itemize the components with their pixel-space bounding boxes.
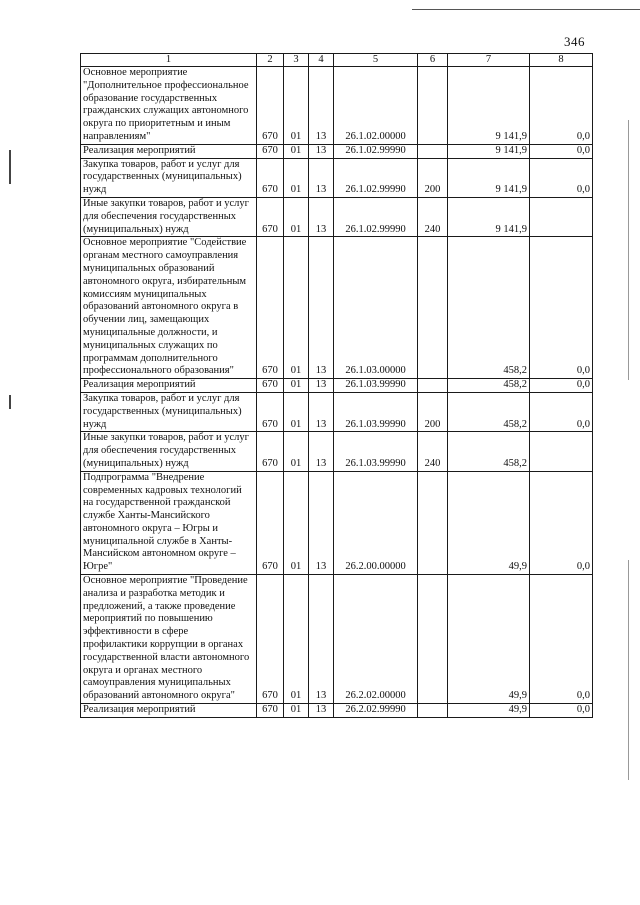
cell-amount: 458,2: [448, 237, 530, 379]
cell-subsection: 13: [309, 575, 334, 704]
cell-expense-type: 240: [418, 197, 448, 236]
cell-expense-type: [418, 67, 448, 145]
cell-amount-2: 0,0: [530, 144, 593, 158]
table-row: [81, 237, 593, 379]
column-header: 1: [81, 54, 257, 67]
cell-subsection: 13: [309, 432, 334, 471]
cell-section: 01: [284, 67, 309, 145]
table-row: [81, 704, 593, 718]
scan-margin-mark: [628, 120, 629, 380]
table-row: [81, 471, 593, 574]
scan-margin-mark: [628, 560, 629, 780]
cell-expense-type: [418, 379, 448, 393]
table-row: [81, 392, 593, 431]
cell-subsection: 13: [309, 158, 334, 197]
cell-subsection: 13: [309, 704, 334, 718]
item-name: Основное мероприятие "Дополнительное профессиональное образование государственных гражданских служащих автономного округа по приоритетным и иным направлениям": [81, 67, 257, 145]
cell-expense-type: [418, 144, 448, 158]
scan-margin-mark: [9, 150, 11, 184]
item-name: Реализация мероприятий: [81, 704, 257, 718]
cell-amount: 9 141,9: [448, 144, 530, 158]
cell-ministry-code: 670: [257, 237, 284, 379]
cell-expense-type: [418, 471, 448, 574]
cell-ministry-code: 670: [257, 704, 284, 718]
column-header: 6: [418, 54, 448, 67]
cell-ministry-code: 670: [257, 471, 284, 574]
cell-target-code: 26.2.02.00000: [334, 575, 418, 704]
cell-subsection: 13: [309, 379, 334, 393]
cell-target-code: 26.2.00.00000: [334, 471, 418, 574]
cell-subsection: 13: [309, 67, 334, 145]
cell-section: 01: [284, 392, 309, 431]
cell-amount: 49,9: [448, 471, 530, 574]
table-row: [81, 575, 593, 704]
cell-section: 01: [284, 379, 309, 393]
cell-amount: 458,2: [448, 392, 530, 431]
budget-table: [80, 53, 593, 718]
cell-subsection: 13: [309, 197, 334, 236]
cell-expense-type: 200: [418, 392, 448, 431]
cell-target-code: 26.1.02.00000: [334, 67, 418, 145]
item-name: Подпрограмма "Внедрение современных кадровых технологий на государственной гражданской службе Ханты-Мансийского автономного округа – Югры и муниципальной службе в Ханты-Мансийском автономном округе – Югре": [81, 471, 257, 574]
cell-ministry-code: 670: [257, 158, 284, 197]
cell-ministry-code: 670: [257, 144, 284, 158]
top-edge-line: [412, 9, 640, 10]
item-name: Закупка товаров, работ и услуг для государственных (муниципальных) нужд: [81, 158, 257, 197]
column-header: 4: [309, 54, 334, 67]
column-header: 8: [530, 54, 593, 67]
cell-amount-2: 0,0: [530, 158, 593, 197]
cell-amount: 49,9: [448, 575, 530, 704]
cell-ministry-code: 670: [257, 379, 284, 393]
column-header: 5: [334, 54, 418, 67]
cell-subsection: 13: [309, 392, 334, 431]
cell-amount: 9 141,9: [448, 67, 530, 145]
cell-target-code: 26.1.02.99990: [334, 197, 418, 236]
cell-expense-type: [418, 237, 448, 379]
item-name: Основное мероприятие "Содействие органам местного самоуправления муниципальных образований автономного округа, избирательным комиссиям муниципальных образований автономного округа в обучении лиц, замещающих муниципальные должности, и муниципальных служащих по программам дополнительного профессионального образования": [81, 237, 257, 379]
cell-target-code: 26.2.02.99990: [334, 704, 418, 718]
cell-amount-2: 0,0: [530, 575, 593, 704]
table-row: [81, 144, 593, 158]
cell-amount-2: 0,0: [530, 471, 593, 574]
cell-target-code: 26.1.03.00000: [334, 237, 418, 379]
column-header: 3: [284, 54, 309, 67]
cell-amount-2: 0,0: [530, 392, 593, 431]
cell-amount-2: 0,0: [530, 237, 593, 379]
cell-amount: 458,2: [448, 432, 530, 471]
table-row: [81, 379, 593, 393]
cell-ministry-code: 670: [257, 432, 284, 471]
cell-target-code: 26.1.02.99990: [334, 158, 418, 197]
cell-amount: 9 141,9: [448, 158, 530, 197]
cell-section: 01: [284, 575, 309, 704]
item-name: Реализация мероприятий: [81, 379, 257, 393]
cell-amount: 458,2: [448, 379, 530, 393]
cell-section: 01: [284, 144, 309, 158]
scan-margin-mark: [9, 395, 11, 409]
cell-section: 01: [284, 471, 309, 574]
cell-expense-type: 240: [418, 432, 448, 471]
table-row: [81, 197, 593, 236]
cell-subsection: 13: [309, 144, 334, 158]
cell-subsection: 13: [309, 237, 334, 379]
header-row: [81, 54, 593, 67]
table-row: [81, 432, 593, 471]
cell-amount-2: 0,0: [530, 379, 593, 393]
cell-amount: 49,9: [448, 704, 530, 718]
cell-target-code: 26.1.03.99990: [334, 392, 418, 431]
item-name: Реализация мероприятий: [81, 144, 257, 158]
cell-section: 01: [284, 158, 309, 197]
item-name: Иные закупки товаров, работ и услуг для обеспечения государственных (муниципальных) нужд: [81, 197, 257, 236]
column-header: 2: [257, 54, 284, 67]
page-number: 346: [564, 34, 585, 49]
cell-section: 01: [284, 704, 309, 718]
cell-amount-2: [530, 432, 593, 471]
cell-section: 01: [284, 432, 309, 471]
cell-ministry-code: 670: [257, 67, 284, 145]
item-name: Основное мероприятие "Проведение анализа и разработка методик и предложений, а также проведение мероприятий по повышению эффективности в сфере профилактики коррупции в органах государственной власти автономного округа и органах местного самоуправления муниципальных образований автономного округа": [81, 575, 257, 704]
cell-ministry-code: 670: [257, 392, 284, 431]
cell-expense-type: 200: [418, 158, 448, 197]
cell-target-code: 26.1.03.99990: [334, 379, 418, 393]
cell-subsection: 13: [309, 471, 334, 574]
cell-section: 01: [284, 237, 309, 379]
cell-target-code: 26.1.02.99990: [334, 144, 418, 158]
cell-section: 01: [284, 197, 309, 236]
table-row: [81, 158, 593, 197]
column-header: 7: [448, 54, 530, 67]
cell-ministry-code: 670: [257, 575, 284, 704]
cell-amount-2: 0,0: [530, 67, 593, 145]
item-name: Иные закупки товаров, работ и услуг для обеспечения государственных (муниципальных) нужд: [81, 432, 257, 471]
cell-ministry-code: 670: [257, 197, 284, 236]
cell-target-code: 26.1.03.99990: [334, 432, 418, 471]
cell-expense-type: [418, 575, 448, 704]
cell-expense-type: [418, 704, 448, 718]
cell-amount-2: [530, 197, 593, 236]
cell-amount-2: 0,0: [530, 704, 593, 718]
item-name: Закупка товаров, работ и услуг для государственных (муниципальных) нужд: [81, 392, 257, 431]
table-row: [81, 67, 593, 145]
cell-amount: 9 141,9: [448, 197, 530, 236]
